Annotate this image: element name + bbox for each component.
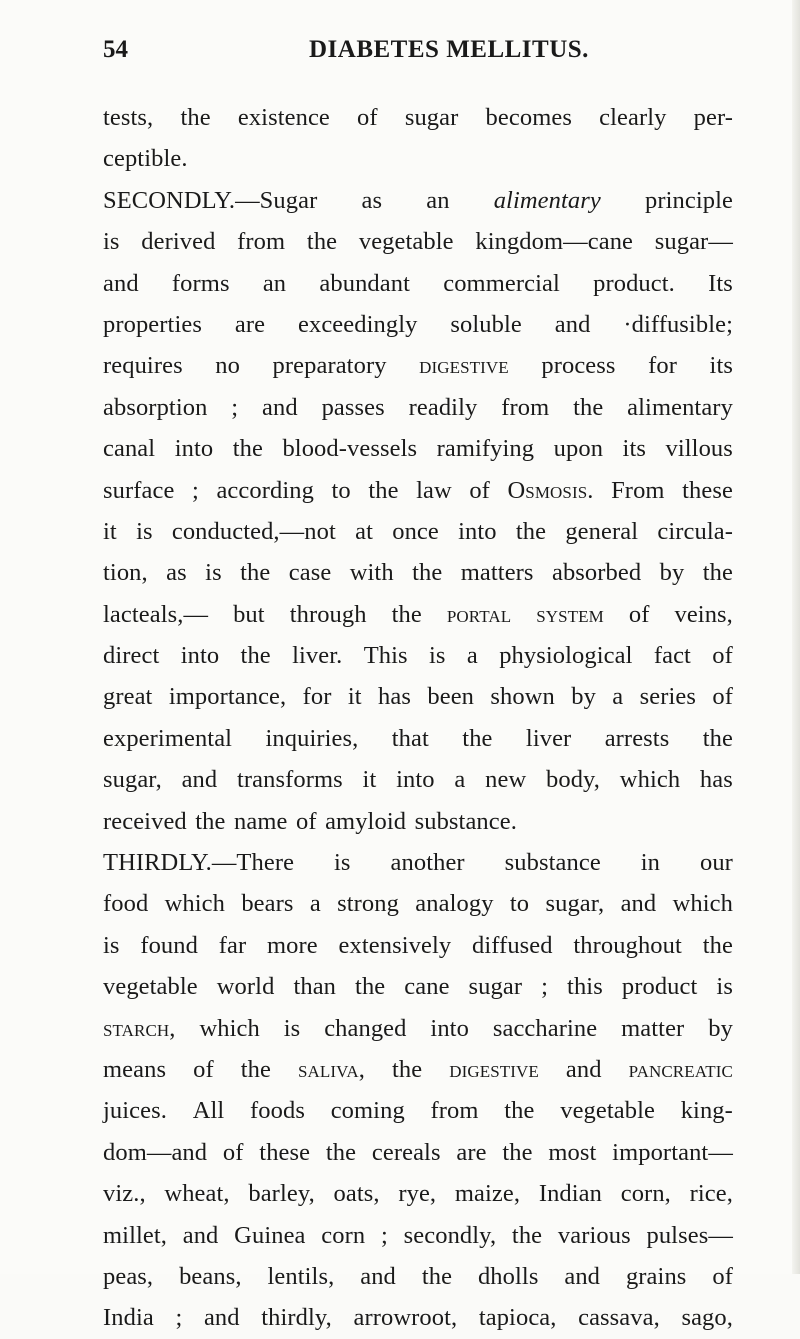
- word: abundant: [319, 269, 410, 297]
- word: soluble: [450, 310, 522, 338]
- word: a: [454, 766, 466, 794]
- word: importance,: [168, 683, 287, 711]
- word: the: [240, 559, 271, 587]
- word: sugar: [404, 104, 459, 131]
- word: dholls: [477, 1262, 539, 1290]
- word: lacteals,—: [103, 600, 209, 628]
- word: Indian: [538, 1180, 603, 1208]
- word: the: [462, 724, 493, 752]
- text-line: [103, 594, 733, 635]
- word: another: [390, 849, 465, 877]
- word: the: [702, 931, 733, 959]
- word: portal: [446, 600, 512, 628]
- word: at: [355, 517, 373, 545]
- word: the: [504, 1097, 535, 1125]
- word: sugar,: [103, 766, 162, 794]
- word: has: [699, 766, 733, 794]
- word: corn,: [620, 1180, 671, 1208]
- word: saliva,: [297, 1055, 365, 1083]
- word: the: [240, 1055, 271, 1083]
- word: Its: [708, 269, 733, 297]
- word: is: [429, 642, 446, 670]
- word: amyloid: [325, 807, 407, 835]
- word: it: [103, 517, 117, 545]
- word: tapioca,: [478, 1304, 557, 1332]
- word: various: [557, 1221, 631, 1249]
- word: it: [362, 766, 377, 794]
- word: digestive: [419, 352, 509, 380]
- word: it: [347, 683, 362, 711]
- word: conducted,—not: [171, 517, 336, 545]
- word: analogy: [415, 890, 494, 918]
- word: in: [640, 849, 661, 877]
- text-line: [103, 676, 733, 717]
- word: arrowroot,: [353, 1304, 458, 1332]
- word: and: [181, 766, 218, 794]
- word: liver: [525, 724, 572, 752]
- word: principle: [645, 186, 733, 214]
- word: and: [620, 890, 657, 918]
- word: wheat,: [164, 1180, 230, 1208]
- word: rice,: [689, 1180, 733, 1208]
- word: case: [288, 559, 332, 587]
- word: by: [708, 1014, 733, 1042]
- word: transforms: [237, 766, 343, 794]
- word: cassava,: [578, 1304, 660, 1332]
- word: exceedingly: [298, 310, 418, 338]
- word: readily: [408, 393, 478, 421]
- page-edge: [792, 0, 800, 1274]
- word: of: [712, 642, 733, 670]
- word: cane: [404, 973, 450, 1001]
- word: of: [628, 600, 650, 628]
- word: an: [262, 269, 287, 297]
- word: by: [659, 559, 685, 587]
- word: is: [136, 517, 153, 545]
- word: physiological: [499, 642, 633, 670]
- word: important—: [612, 1138, 733, 1166]
- word: into: [458, 517, 497, 545]
- word: process: [541, 352, 616, 380]
- word: bears: [241, 890, 294, 918]
- text-line: [103, 180, 733, 221]
- word: digestive: [449, 1055, 539, 1083]
- body-text: [103, 97, 733, 1339]
- word: these: [682, 476, 733, 504]
- word: ;: [541, 973, 549, 1001]
- text-line: [103, 387, 733, 428]
- word: forms: [171, 269, 230, 297]
- word: villous: [665, 435, 733, 463]
- word: pancreatic: [628, 1055, 733, 1083]
- word: sugar: [468, 973, 523, 1001]
- word: a: [309, 890, 321, 918]
- word: tests,: [103, 104, 154, 131]
- word: through: [289, 600, 367, 628]
- word: most: [548, 1138, 597, 1166]
- word: passes: [321, 393, 385, 421]
- word: which: [164, 890, 225, 918]
- word: experimental: [103, 724, 233, 752]
- text-line: [103, 470, 733, 511]
- word: cereals: [371, 1138, 441, 1166]
- word: general: [565, 517, 639, 545]
- word: is: [716, 973, 733, 1001]
- text-line: [103, 263, 733, 304]
- word: becomes: [485, 104, 572, 131]
- word: kingdom—cane: [475, 228, 634, 256]
- word: barley,: [248, 1180, 315, 1208]
- word: ;: [380, 1221, 388, 1249]
- word: which: [199, 1014, 260, 1042]
- word: saccharine: [492, 1014, 598, 1042]
- word: law: [416, 476, 452, 504]
- word: to: [331, 476, 351, 504]
- word: existence: [237, 104, 330, 131]
- word: are: [456, 1138, 487, 1166]
- text-line: [103, 842, 733, 883]
- word: into: [174, 435, 214, 463]
- word: dom—and: [103, 1138, 208, 1166]
- word: veins,: [674, 600, 733, 628]
- word: which: [672, 890, 733, 918]
- word: to: [509, 890, 530, 918]
- word: ;: [175, 1304, 183, 1332]
- word: our: [699, 849, 733, 877]
- word: of: [357, 104, 378, 131]
- word: absorption: [103, 393, 208, 421]
- text-line: [103, 1049, 733, 1090]
- word: peas,: [103, 1262, 154, 1290]
- word: SECONDLY.—Sugar: [103, 186, 318, 214]
- word: liver.: [292, 642, 343, 670]
- word: of: [469, 476, 490, 504]
- word: absorbed: [551, 559, 642, 587]
- word: the: [391, 1055, 423, 1083]
- word: sago,: [681, 1304, 733, 1332]
- word: All: [192, 1097, 225, 1125]
- word: body,: [546, 766, 601, 794]
- word: series: [639, 683, 697, 711]
- word: ;: [191, 476, 199, 504]
- word: rye,: [398, 1180, 437, 1208]
- word: viz.,: [103, 1180, 146, 1208]
- word: vegetable: [358, 228, 454, 256]
- word: sugar,: [545, 890, 605, 918]
- word: and: [182, 1221, 219, 1249]
- word: system: [536, 600, 604, 628]
- word: THIRDLY.—There: [103, 849, 295, 877]
- word: From: [611, 476, 665, 504]
- word: clearly: [599, 104, 667, 131]
- word: with: [349, 559, 394, 587]
- text-line: [103, 1256, 733, 1297]
- page-number: 54: [103, 36, 128, 63]
- text-line: [103, 635, 733, 676]
- word: the: [368, 476, 399, 504]
- word: beans,: [179, 1262, 242, 1290]
- word: substance.: [414, 807, 517, 835]
- text-line: [103, 97, 733, 138]
- word: ceptible.: [103, 145, 188, 173]
- word: no: [215, 352, 240, 380]
- word: lentils,: [267, 1262, 335, 1290]
- text-line: [103, 428, 733, 469]
- word: and: [103, 269, 139, 297]
- word: secondly,: [403, 1221, 497, 1249]
- word: the: [412, 559, 443, 587]
- word: per-: [693, 104, 733, 131]
- word: ·diffusible;: [623, 310, 733, 338]
- word: is: [103, 931, 120, 959]
- word: a: [612, 683, 624, 711]
- word: has: [378, 683, 412, 711]
- word: are: [234, 310, 266, 338]
- text-line: [103, 1297, 733, 1338]
- text-line: [103, 138, 733, 179]
- word: and: [203, 1304, 240, 1332]
- word: strong: [337, 890, 399, 918]
- word: once: [392, 517, 439, 545]
- word: far: [218, 931, 247, 959]
- word: matters: [460, 559, 534, 587]
- word: is: [103, 228, 120, 256]
- word: of: [712, 1262, 733, 1290]
- word: into: [396, 766, 435, 794]
- word: found: [140, 931, 198, 959]
- word: canal: [103, 435, 156, 463]
- running-title: DIABETES MELLITUS.: [309, 36, 589, 63]
- text-line: [103, 345, 733, 386]
- word: new: [485, 766, 527, 794]
- word: but: [233, 600, 265, 628]
- word: a: [466, 642, 478, 670]
- word: great: [103, 683, 153, 711]
- text-line: [103, 1173, 733, 1214]
- text-line: [103, 801, 733, 842]
- word: and: [565, 1055, 602, 1083]
- word: the: [573, 393, 604, 421]
- word: and: [554, 310, 591, 338]
- word: shown: [490, 683, 555, 711]
- word: its: [622, 435, 646, 463]
- word: foods: [250, 1097, 305, 1125]
- word: pulses—: [646, 1221, 733, 1249]
- word: matter: [621, 1014, 685, 1042]
- word: This: [363, 642, 408, 670]
- word: for: [648, 352, 677, 380]
- text-line: [103, 883, 733, 924]
- word: is: [283, 1014, 301, 1042]
- word: Guinea: [234, 1221, 306, 1249]
- word: by: [571, 683, 596, 711]
- word: into: [180, 642, 220, 670]
- word: blood-vessels: [282, 435, 418, 463]
- word: the: [232, 435, 263, 463]
- text-line: [103, 966, 733, 1007]
- word: alimentary: [493, 186, 601, 214]
- word: changed: [324, 1014, 407, 1042]
- word: surface: [103, 476, 175, 504]
- text-line: [103, 1090, 733, 1131]
- word: its: [709, 352, 733, 380]
- word: from: [430, 1097, 479, 1125]
- word: and: [564, 1262, 601, 1290]
- word: extensively: [338, 931, 452, 959]
- word: ramifying: [436, 435, 535, 463]
- word: the: [195, 807, 226, 835]
- word: grains: [625, 1262, 687, 1290]
- word: is: [205, 559, 222, 587]
- word: is: [334, 849, 351, 877]
- word: as: [166, 559, 187, 587]
- word: and: [360, 1262, 396, 1290]
- word: than: [293, 973, 337, 1001]
- word: Osmosis.: [507, 476, 594, 504]
- word: millet,: [103, 1221, 167, 1249]
- text-line: [103, 552, 733, 593]
- word: food: [103, 890, 149, 918]
- word: ;: [231, 393, 239, 421]
- word: India: [103, 1304, 154, 1332]
- word: which: [619, 766, 681, 794]
- word: fact: [653, 642, 691, 670]
- word: throughout: [573, 931, 682, 959]
- word: requires: [103, 352, 183, 380]
- word: from: [237, 228, 286, 256]
- word: these: [259, 1138, 311, 1166]
- word: and: [262, 393, 298, 421]
- word: the: [306, 228, 338, 256]
- word: for: [302, 683, 332, 711]
- word: substance: [504, 849, 601, 877]
- word: direct: [103, 642, 160, 670]
- word: inquiries,: [265, 724, 359, 752]
- word: the: [180, 104, 211, 131]
- text-line: [103, 511, 733, 552]
- word: tion,: [103, 559, 148, 587]
- word: name: [234, 807, 288, 835]
- word: derived: [141, 228, 216, 256]
- word: juices.: [103, 1097, 167, 1125]
- word: the: [515, 517, 547, 545]
- word: sugar—: [654, 228, 733, 256]
- text-line: [103, 304, 733, 345]
- word: of: [295, 807, 317, 835]
- word: commercial: [443, 269, 560, 297]
- word: according: [216, 476, 314, 504]
- word: world: [216, 973, 275, 1001]
- word: oats,: [333, 1180, 380, 1208]
- word: coming: [330, 1097, 405, 1125]
- text-line: [103, 1008, 733, 1049]
- word: that: [391, 724, 429, 752]
- word: diffused: [471, 931, 553, 959]
- text-line: [103, 1132, 733, 1173]
- text-line: [103, 1215, 733, 1256]
- word: the: [325, 1138, 357, 1166]
- word: of: [222, 1138, 244, 1166]
- word: circula-: [657, 517, 733, 545]
- word: the: [421, 1262, 453, 1290]
- text-line: [103, 759, 733, 800]
- word: the: [502, 1138, 533, 1166]
- word: the: [355, 973, 386, 1001]
- word: maize,: [454, 1180, 521, 1208]
- text-line: [103, 718, 733, 759]
- word: alimentary: [627, 393, 733, 421]
- word: received: [103, 807, 187, 835]
- running-head: [103, 36, 723, 66]
- word: this: [567, 973, 603, 1001]
- word: product.: [593, 269, 675, 297]
- word: upon: [553, 435, 604, 463]
- word: an: [426, 186, 450, 214]
- word: into: [430, 1014, 469, 1042]
- word: been: [427, 683, 475, 711]
- word: more: [267, 931, 318, 959]
- word: the: [702, 559, 733, 587]
- word: starch,: [103, 1014, 176, 1042]
- word: properties: [103, 310, 202, 338]
- word: corn: [321, 1221, 366, 1249]
- word: arrests: [604, 724, 670, 752]
- word: preparatory: [272, 352, 387, 380]
- word: the: [702, 724, 733, 752]
- word: the: [511, 1221, 543, 1249]
- word: thirdly,: [261, 1304, 332, 1332]
- word: of: [712, 683, 733, 711]
- word: king-: [680, 1097, 733, 1125]
- word: product: [621, 973, 698, 1001]
- word: the: [391, 600, 422, 628]
- word: the: [240, 642, 271, 670]
- text-line: [103, 925, 733, 966]
- word: vegetable: [103, 973, 198, 1001]
- word: vegetable: [560, 1097, 655, 1125]
- word: from: [501, 393, 550, 421]
- word: as: [361, 186, 383, 214]
- text-line: [103, 221, 733, 262]
- word: of: [193, 1055, 214, 1083]
- word: means: [103, 1055, 167, 1083]
